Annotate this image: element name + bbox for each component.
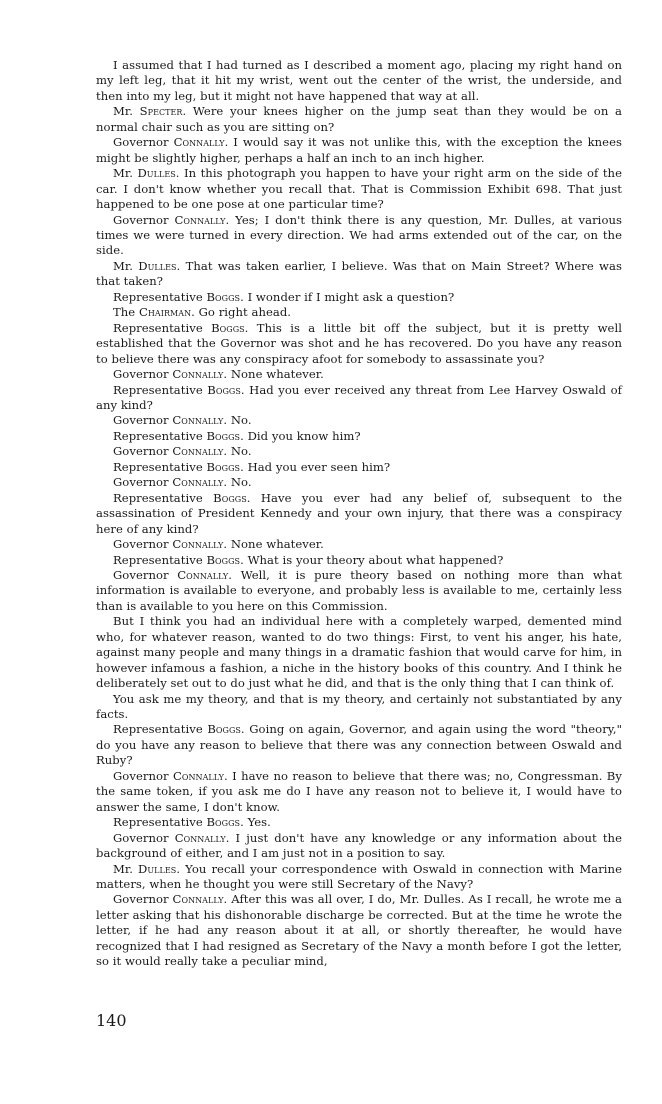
speaker-name: Mr. Dulles. (113, 258, 181, 273)
speaker-name: Representative Boggs. (113, 815, 244, 830)
testimony-paragraph (96, 367, 622, 382)
paragraph-text: No. (230, 444, 252, 459)
testimony-paragraph (96, 568, 622, 614)
testimony-paragraph (96, 831, 622, 862)
testimony-paragraph (96, 862, 622, 893)
testimony-paragraph (96, 444, 622, 459)
testimony-paragraph (96, 305, 622, 320)
paragraph-text: Had you ever seen him? (247, 459, 391, 474)
paragraph-text: No. (230, 413, 252, 428)
speaker-name: Governor Connally. (113, 135, 229, 150)
speaker-name: Representative Boggs. (113, 722, 245, 737)
paragraph-text: I just don't have any knowledge or any information about the background of either, and I am just not in a position to say. (96, 830, 622, 861)
paragraph-text: In this photograph you happen to have your right arm on the side of the car. I don't know whether you recall that. That is Commission Exhibit 698. That just happened to be one pose at one particular time? (96, 166, 622, 212)
speaker-name: Representative Boggs. (113, 289, 244, 304)
paragraph-text: Have you ever had any belief of, subsequent to the assassination of President Kennedy and your own injury, that there was a conspiracy here of any kind? (96, 490, 622, 536)
paragraph-text: None whatever. (230, 537, 324, 552)
testimony-paragraph (96, 259, 622, 290)
testimony-paragraph (96, 460, 622, 475)
paragraph-text: You recall your correspondence with Oswald in connection with Marine matters, when he thought you were still Secretary of the Navy? (96, 861, 622, 892)
testimony-paragraph (96, 815, 622, 830)
paragraph-text: Yes. (247, 815, 271, 830)
testimony-paragraph (96, 537, 622, 552)
speaker-name: Governor Connally. (113, 367, 228, 382)
testimony-paragraph (96, 290, 622, 305)
paragraph-text: This is a little bit off the subject, but it is pretty well established that the Governor was shot and he has recovered. Do you have any reason to believe there was any conspiracy afoot for somebody to assassinate you? (96, 320, 622, 366)
testimony-paragraph (96, 722, 622, 768)
paragraph-text: You ask me my theory, and that is my theory, and certainly not substantiated by any facts. (96, 691, 622, 722)
paragraph-text: Well, it is pure theory based on nothing more than what information is available to everyone, and probably less is available to me, certainly less than is available to you here on this Commission. (96, 567, 622, 613)
testimony-paragraph (96, 769, 622, 815)
testimony-paragraph (96, 429, 622, 444)
speaker-name: Governor Connally. (113, 537, 228, 552)
paragraph-text: Did you know him? (247, 428, 361, 443)
speaker-name: Mr. Dulles. (113, 166, 180, 181)
speaker-name: Representative Boggs. (113, 490, 251, 505)
testimony-paragraph (96, 104, 622, 135)
paragraph-text: But I think you had an individual here with a completely warped, demented mind who, for whatever reason, wanted to do two things: First, to vent his anger, his hate, against many people and many things in a dramatic fashion that would carve for him, in however infamous a fashion, a niche in the history books of this country. And I think he deliberately set out to do just what he did, and that is the only thing that I can think of. (96, 614, 622, 691)
paragraph-text: Yes; I don't think there is any question, Mr. Dulles, at various times we were turned in every direction. We had arms extended out of the car, on the side. (96, 212, 622, 258)
paragraph-text: What is your theory about what happened? (247, 552, 504, 567)
speaker-name: Governor Connally. (113, 212, 230, 227)
paragraph-text: After this was all over, I do, Mr. Dulles. As I recall, he wrote me a letter asking that his dishonorable discharge be corrected. But at the time he wrote the letter, if he had any reason about it at all, or shortly thereafter, he would have recognized that I had resigned as Secretary of the Navy a month before I got the letter, so it would really take a peculiar mind, (96, 892, 622, 969)
continuation-paragraph (96, 58, 622, 104)
testimony-paragraph (96, 475, 622, 490)
continuation-paragraph (96, 692, 622, 723)
paragraph-text: I have no reason to believe that there was; no, Congressman. By the same token, if you ask me do I have any reason not to believe it, I would have to answer the same, I don't know. (96, 768, 622, 814)
paragraph-text: I assumed that I had turned as I described a moment ago, placing my right hand on my left leg, that it hit my wrist, went out the center of the wrist, the underside, and then into my leg, but it might not have happened that way at all. (96, 58, 622, 103)
testimony-paragraph (96, 321, 622, 367)
paragraph-text: Going on again, Governor, and again using the word "theory," do you have any reason to believe that there was any connection between Oswald and Ruby? (96, 722, 622, 768)
paragraph-text: Had you ever received any threat from Lee Harvey Oswald of any kind? (96, 382, 622, 412)
testimony-paragraph (96, 413, 622, 428)
page-number: 140 (96, 1011, 127, 1030)
testimony-paragraph (96, 553, 622, 568)
speaker-name: Representative Boggs. (113, 459, 244, 474)
paragraph-text: I wonder if I might ask a question? (247, 289, 455, 304)
testimony-paragraph (96, 135, 622, 166)
speaker-name: Governor Connally. (113, 567, 233, 582)
speaker-name: Governor Connally. (113, 444, 228, 459)
paragraph-text: No. (230, 475, 252, 490)
speaker-name: Mr. Specter. (113, 104, 187, 119)
speaker-name: Representative Boggs. (113, 552, 244, 567)
speaker-name: Governor Connally. (113, 892, 228, 907)
transcript-body (96, 58, 622, 970)
testimony-paragraph (96, 383, 622, 414)
speaker-name: Mr. Dulles. (113, 861, 181, 876)
speaker-name: Governor Connally. (113, 830, 230, 845)
paragraph-text: I would say it was not unlike this, with the exception the knees might be slightly higher, perhaps a half an inch to an inch higher. (96, 135, 622, 165)
speaker-name: Governor Connally. (113, 768, 228, 783)
speaker-name: Representative Boggs. (113, 382, 245, 397)
speaker-name: Representative Boggs. (113, 320, 249, 335)
speaker-name: Representative Boggs. (113, 428, 244, 443)
paragraph-text: None whatever. (230, 367, 324, 382)
speaker-name: Governor Connally. (113, 475, 228, 490)
paragraph-text: Go right ahead. (198, 305, 292, 320)
speaker-name: Governor Connally. (113, 413, 228, 428)
continuation-paragraph (96, 614, 622, 691)
speaker-name: The Chairman. (113, 305, 195, 320)
testimony-paragraph (96, 166, 622, 212)
paragraph-text: That was taken earlier, I believe. Was that on Main Street? Where was that taken? (96, 258, 622, 289)
testimony-paragraph (96, 213, 622, 259)
paragraph-text: Were your knees higher on the jump seat than they would be on a normal chair such as you are sitting on? (96, 104, 622, 134)
testimony-paragraph (96, 892, 622, 969)
testimony-paragraph (96, 491, 622, 537)
